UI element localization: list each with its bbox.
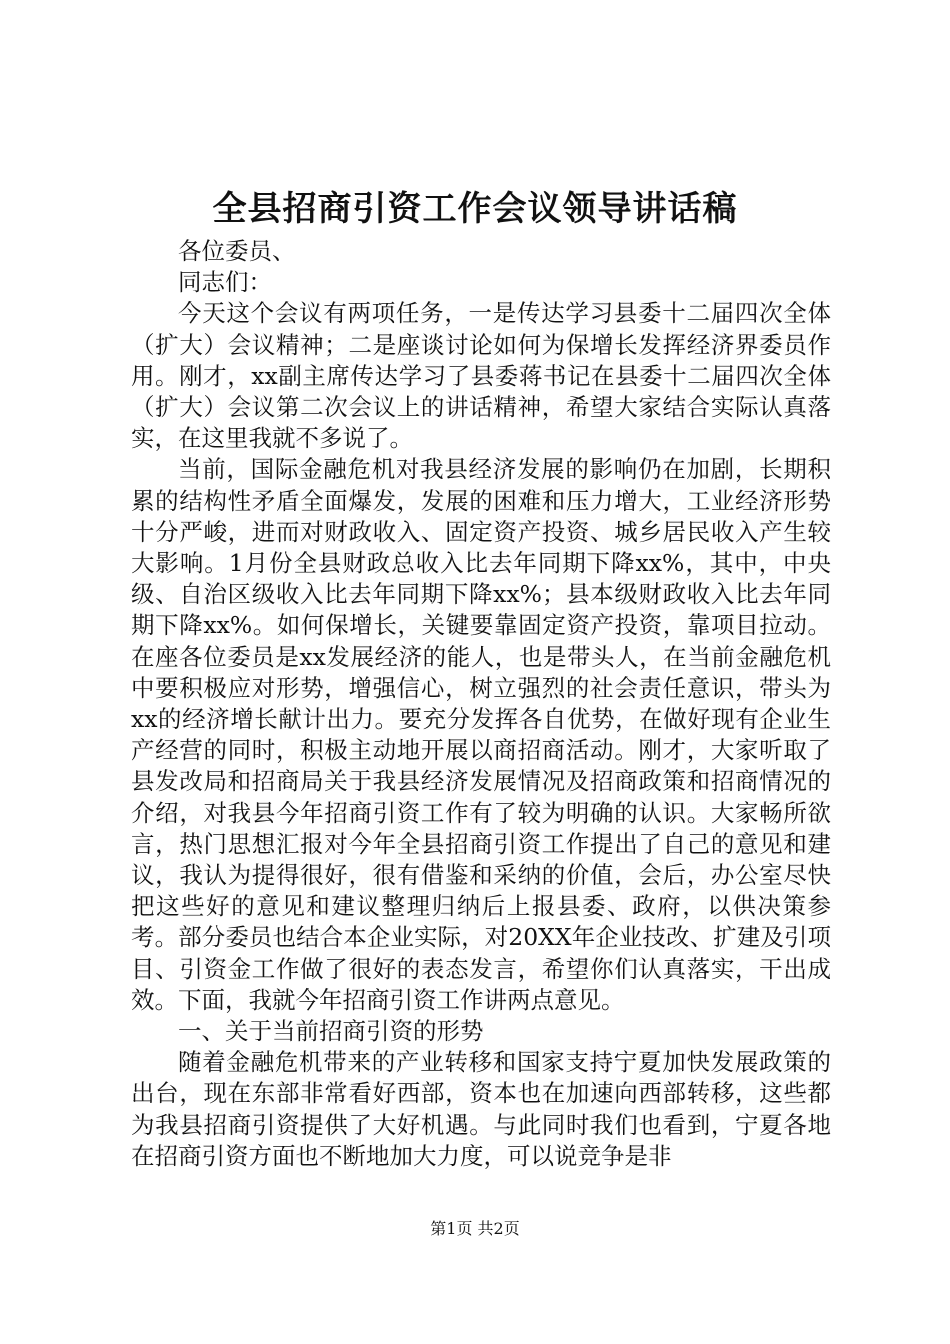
body-paragraph: 随着金融危机带来的产业转移和国家支持宁夏加快发展政策的出台，现在东部非常看好西部，资本也在加速向西部转移，这些都为我县招商引资提供了大好机遇。与此同时我们也看到，宁夏各地在招商引资方面也不断地加大力度，可以说竞争是非 bbox=[131, 1048, 831, 1170]
page-number: 第1页 共2页 bbox=[430, 1219, 520, 1238]
document-title: 全县招商引资工作会议领导讲话稿 bbox=[212, 189, 738, 229]
body-paragraph: 今天这个会议有两项任务，一是传达学习县委十二届四次全体（扩大）会议精神；二是座谈讨论如何为保增长发挥经济界委员作用。刚才，xx副主席传达学习了县委蒋书记在县委十二届四次全体（扩大）会议第二次会议上的讲话精神，希望大家结合实际认真落实，在这里我就不多说了。 bbox=[131, 299, 831, 453]
body-paragraph: 当前，国际金融危机对我县经济发展的影响仍在加剧，长期积累的结构性矛盾全面爆发，发展的困难和压力增大，工业经济形势十分严峻，进而对财政收入、固定资产投资、城乡居民收入产生较大影响。1月份全县财政总收入比去年同期下降xx%，其中，中央级、自治区级收入比去年同期下降xx%；县本级财政收入比去年同期下降xx%。如何保增长，关键要靠固定资产投资，靠项目拉动。在座各位委员是xx发展经济的能人，也是带头人，在当前金融危机中要积极应对形势，增强信心，树立强烈的社会责任意识，带头为xx的经济增长献计出力。要充分发挥各自优势，在做好现有企业生产经营的同时，积极主动地开展以商招商活动。刚才，大家听取了县发改局和招商局关于我县经济发展情况及招商政策和招商情况的介绍，对我县今年招商引资工作有了较为明确的认识。大家畅所欲言，热门思想汇报对今年全县招商引资工作提出了自己的意见和建议，我认为提得很好，很有借鉴和采纳的价值，会后，办公室尽快把这些好的意见和建议整理归纳后上报县委、政府，以供决策参考。部分委员也结合本企业实际，对20XX年企业技改、扩建及引项目、引资金工作做了很好的表态发言，希望你们认真落实，干出成效。下面，我就今年招商引资工作讲两点意见。 bbox=[131, 455, 831, 1014]
document-body bbox=[131, 236, 831, 1172]
salutation-line: 同志们： bbox=[178, 268, 272, 297]
salutation-line: 各位委员、 bbox=[178, 237, 296, 265]
section-heading: 一、关于当前招商引资的形势 bbox=[178, 1017, 484, 1046]
